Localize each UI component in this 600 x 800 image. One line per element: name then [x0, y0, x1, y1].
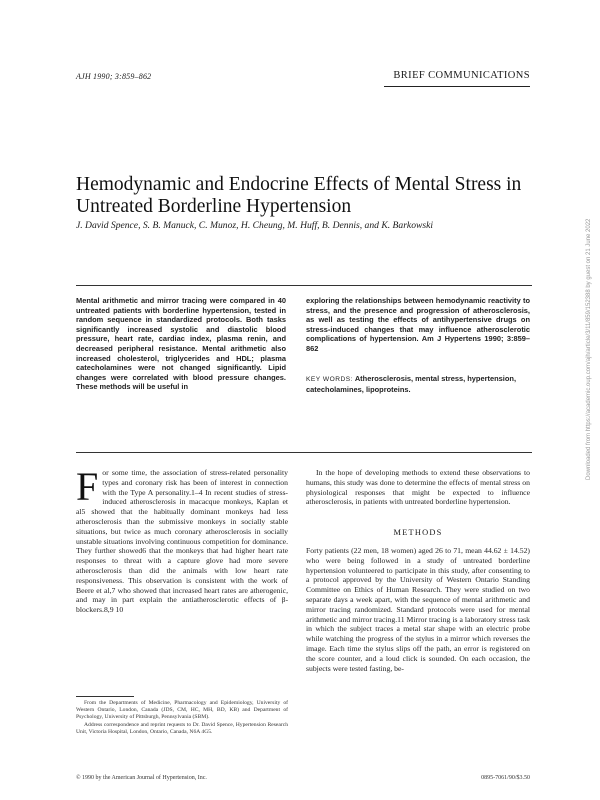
author-list: J. David Spence, S. B. Manuck, C. Munoz, H. Cheung, M. Huff, B. Dennis, and K. Barkowski [76, 220, 434, 231]
keywords [306, 374, 530, 394]
abstract-top-rule [76, 285, 532, 286]
article-code: 0895-7061/90/$3.50 [481, 775, 530, 781]
affiliation-note: From the Departments of Medicine, Pharmacology and Epidemiology, University of Western Ontario, London, Canada (JDS, CM, HC, MH, BD, KB) and Department of Psychology, University of Pittsburgh, Pennsylvania (SBM). [76, 700, 288, 721]
keywords-text: Atherosclerosis, mental stress, hypertension, catecholamines, lipoproteins. [306, 374, 517, 394]
methods-heading: METHODS [393, 528, 443, 537]
article-title: Hemodynamic and Endocrine Effects of Mental Stress in Untreated Borderline Hypertension [76, 174, 522, 217]
body-right-intro: In the hope of developing methods to extend these observations to humans, this study was done to determine the effects of mental stress on physiological responses that might be expected to influence atherosclerosis, in patients with untreated borderline hypertension. [306, 468, 530, 507]
header-rule [384, 86, 530, 87]
drop-cap: F [76, 464, 99, 509]
download-watermark: Downloaded from https://academic.oup.com/ajh/article/3/11/859/152388 by guest on 21 June 2022 [586, 218, 592, 480]
abstract-bottom-rule [76, 452, 532, 453]
body-left-column [76, 464, 288, 615]
copyright-line: © 1990 by the American Journal of Hypertension, Inc. [76, 775, 207, 781]
footnotes [76, 700, 288, 737]
journal-citation: AJH 1990; 3:859–862 [76, 72, 152, 81]
keywords-label: KEY WORDS: [306, 376, 354, 383]
abstract-right-column: exploring the relationships between hemodynamic reactivity to stress, and the presence and progression of atherosclerosis, as well as testing the effects of antihypertensive drugs on stress-induced changes that may influence atherosclerotic complications of hypertension. Am J Hypertens 1990; 3:859–862 [306, 296, 530, 353]
correspondence-note: Address correspondence and reprint requests to Dr. David Spence, Hypertension Research Unit, Victoria Hospital, London, Ontario, Canada, N6A 4G5. [76, 722, 288, 736]
methods-paragraph: Forty patients (22 men, 18 women) aged 26 to 71, mean 44.62 ± 14.52) who were being followed in a study of untreated borderline hypertension volunteered to participate in this study, after consenting to a protocol approved by the University of Western Ontario Standing Committee on Ethics of Human Research. They were studied on two separate days a week apart, with the sequence of mental arithmetic and mirror tracing randomized. Standard protocols were used for mental arithmetic and mirror tracing.11 Mirror tracing is a laboratory stress task in which the subject traces a metal star shape with an electric probe while watching the progress of the stylus in a mirror which reverses the image. Each time the stylus slips off the path, an error is registered on the score counter, and a loud click is sounded. On each occasion, the subjects were tested fasting, be- [306, 546, 530, 673]
section-label: BRIEF COMMUNICATIONS [393, 70, 530, 81]
footnote-rule [76, 696, 134, 697]
abstract-left-column: Mental arithmetic and mirror tracing were compared in 40 untreated patients with borderline hypertension, tested in random sequence in standardized protocols. Both tasks significantly increased systolic and diastolic blood pressure, heart rate, cardiac index, plasma renin, and decreased peripheral resistance. Mental arithmetic also increased cholesterol, triglycerides and HDL; plasma catecholamines were not changed significantly. Lipid changes were correlated with blood pressure changes. These methods will be useful in [76, 296, 286, 392]
intro-paragraph: or some time, the association of stress-related personality types and coronary risk has been of interest in connection with the Type A personality.1–4 In recent studies of stress-induced atherosclerosis in macacque monkeys, Kaplan et al5 showed that the habitually dominant monkeys had less atherosclerosis than the submissive monkeys in socially stable situations, but twice as much coronary atherosclerosis in socially unstable situations involving continuous competition for dominance. They further showed6 that the monkeys that had higher heart rate responses to threat with a capture glove had more severe atherosclerosis than did the animals with low heart rate responsiveness. This observation is consistent with the work of Beere et al,7 who showed that increased heart rates are atherogenic, and may in part explain the antiatherosclerotic effects of β-blockers.8,9 10 [76, 468, 288, 615]
